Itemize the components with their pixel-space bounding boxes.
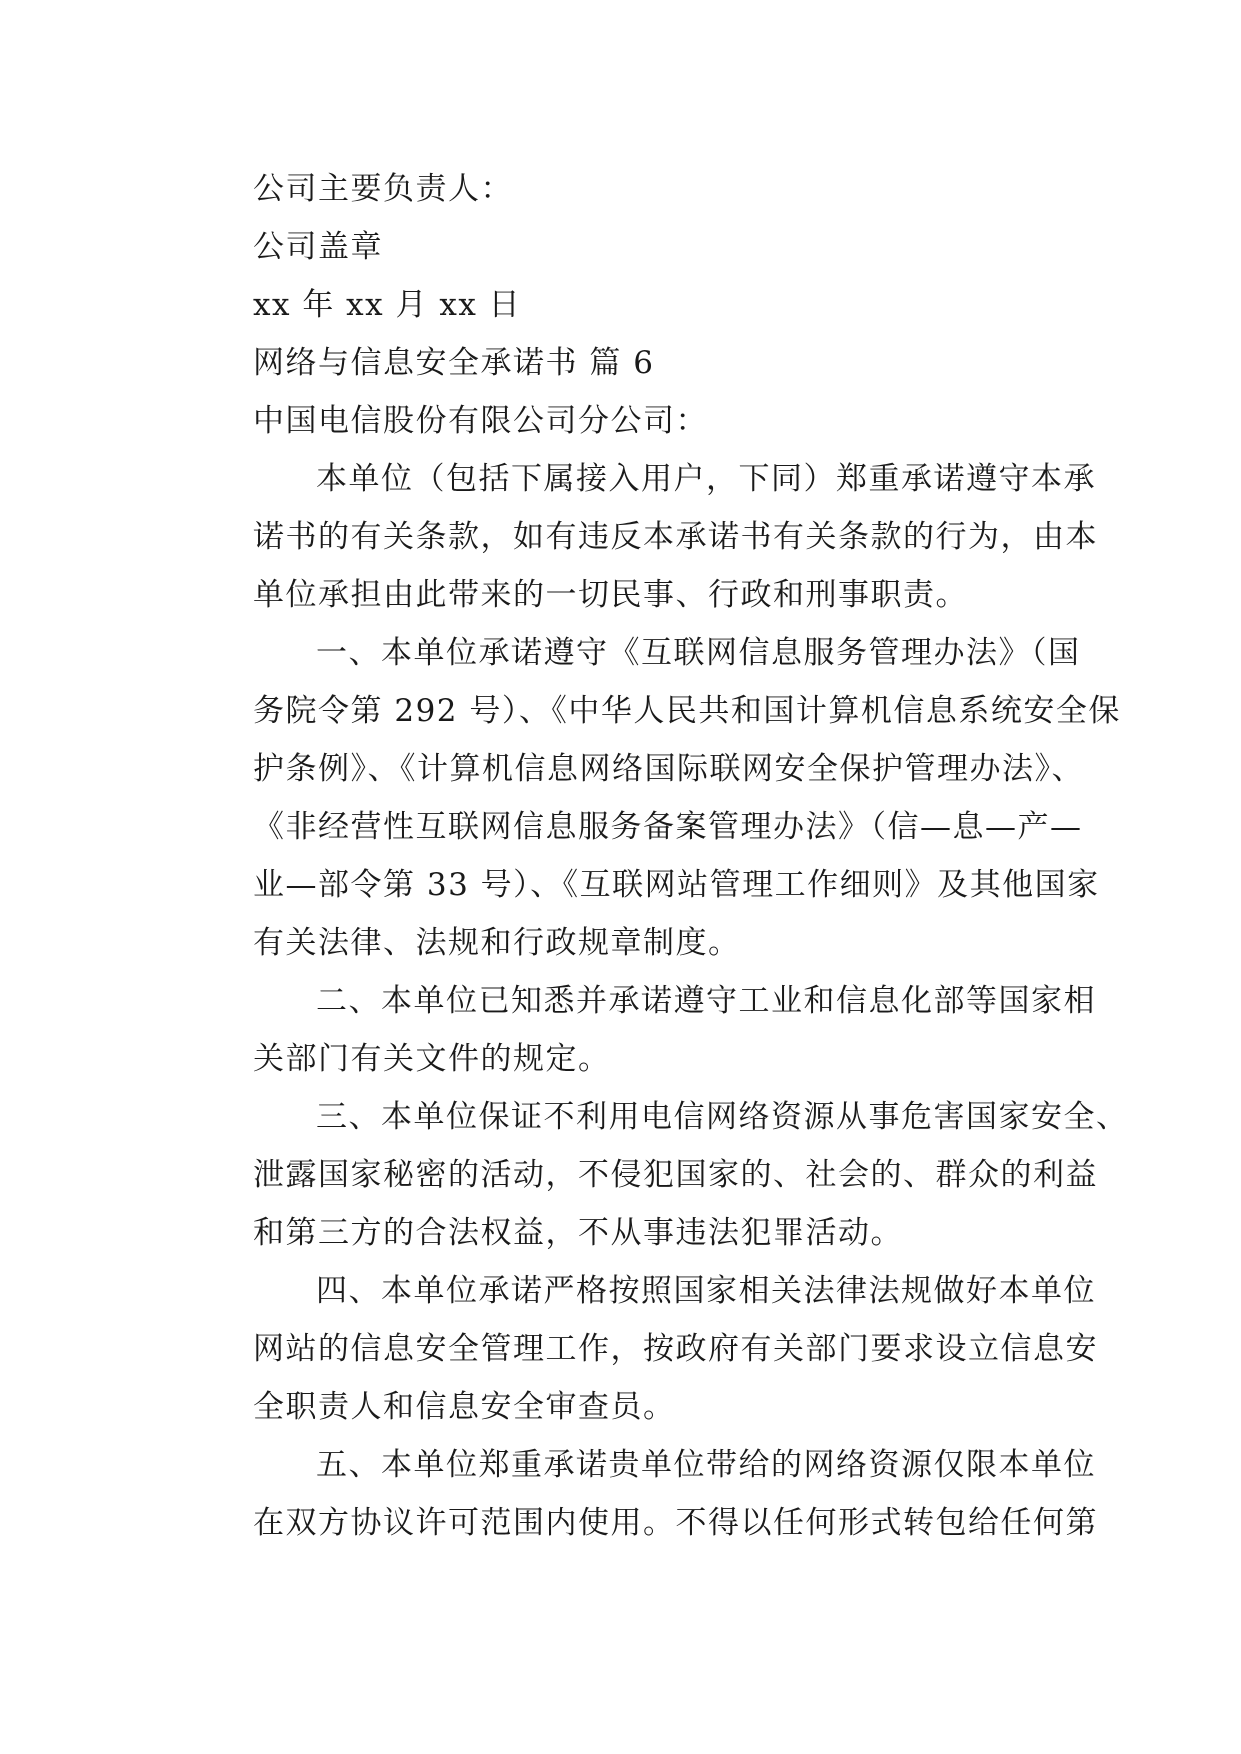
paragraph-line: 一、本单位承诺遵守《互联网信息服务管理办法》（国 (316, 635, 1081, 671)
paragraph-clause-3 (190, 1088, 1129, 1262)
section-title: 网络与信息安全承诺书 篇 6 (253, 345, 655, 381)
paragraph-line: 在双方协议许可范围内使用。不得以任何形式转包给任何第 (253, 1505, 1098, 1541)
paragraph-line: 本单位（包括下属接入用户，下同）郑重承诺遵守本承 (316, 461, 1096, 497)
paragraph-clause-2 (190, 972, 1096, 1088)
paragraph-line: 诺书的有关条款，如有违反本承诺书有关条款的行为，由本 (253, 519, 1098, 555)
paragraph-line: 二、本单位已知悉并承诺遵守工业和信息化部等国家相 (316, 983, 1096, 1019)
paragraph-clause-5 (190, 1436, 1098, 1552)
paragraph-clause-1 (190, 624, 1121, 972)
paragraph-line: 泄露国家秘密的活动，不侵犯国家的、社会的、群众的利益 (253, 1157, 1098, 1193)
paragraph-line: 业—部令第 33 号）、《互联网站管理工作细则》及其他国家 (253, 867, 1100, 903)
paragraph-line: 护条例》、《计算机信息网络国际联网安全保护管理办法》、 (253, 751, 1084, 787)
signatory-line: 公司主要负责人： (253, 171, 513, 207)
paragraph-line: 单位承担由此带来的一切民事、行政和刑事职责。 (253, 577, 968, 613)
paragraph-line: 有关法律、法规和行政规章制度。 (253, 925, 741, 961)
paragraph-line: 全职责人和信息安全审查员。 (253, 1389, 676, 1425)
document-body (190, 160, 1129, 1552)
company-seal-line: 公司盖章 (253, 229, 383, 265)
paragraph-line: 《非经营性互联网信息服务备案管理办法》（信—息—产— (253, 809, 1083, 845)
paragraph-line: 和第三方的合法权益，不从事违法犯罪活动。 (253, 1215, 903, 1251)
addressee-line: 中国电信股份有限公司分公司： (253, 403, 708, 439)
date-line: xx 年 xx 月 xx 日 (253, 287, 522, 323)
paragraph-line: 务院令第 292 号）、《中华人民共和国计算机信息系统安全保 (253, 693, 1121, 729)
paragraph-intro (190, 450, 1098, 624)
paragraph-line: 四、本单位承诺严格按照国家相关法律法规做好本单位 (316, 1273, 1096, 1309)
paragraph-line: 三、本单位保证不利用电信网络资源从事危害国家安全、 (316, 1099, 1129, 1135)
paragraph-clause-4 (190, 1262, 1098, 1436)
paragraph-line: 网站的信息安全管理工作，按政府有关部门要求设立信息安 (253, 1331, 1098, 1367)
paragraph-line: 五、本单位郑重承诺贵单位带给的网络资源仅限本单位 (316, 1447, 1096, 1483)
paragraph-line: 关部门有关文件的规定。 (253, 1041, 611, 1077)
